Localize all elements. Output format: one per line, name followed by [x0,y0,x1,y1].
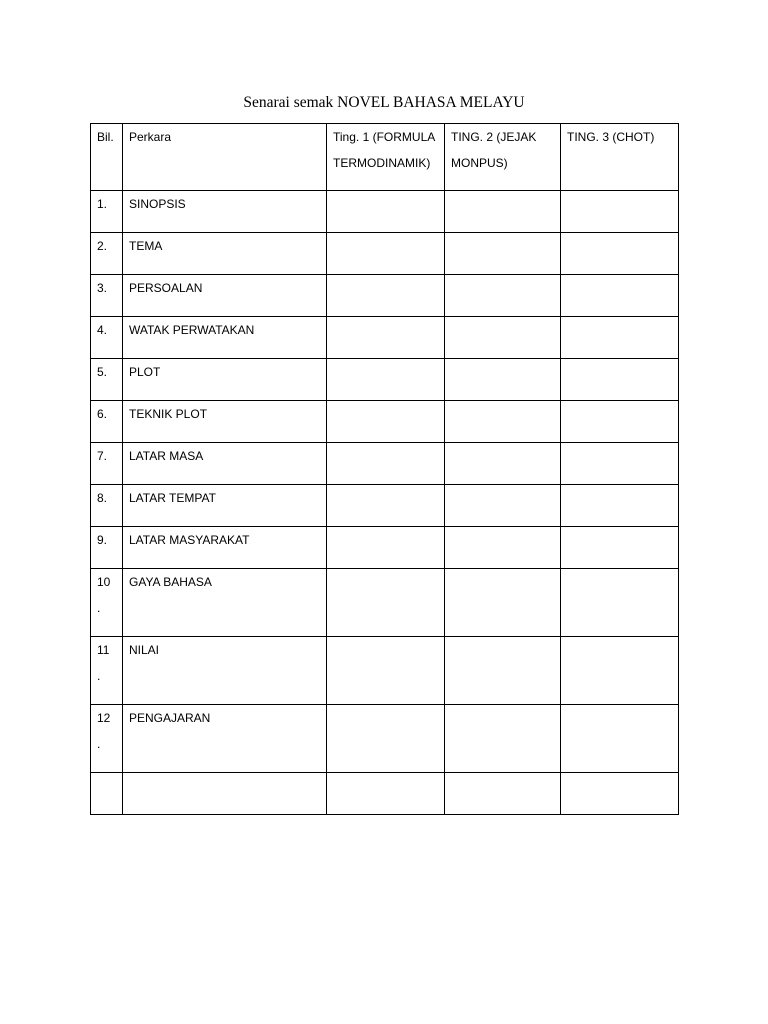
row-item: WATAK PERWATAKAN [123,317,327,359]
row-number [91,773,123,815]
table-row [91,637,679,705]
ting1-cell[interactable] [327,773,445,815]
table-row [91,401,679,443]
ting3-cell[interactable] [561,401,679,443]
row-item: PENGAJARAN [123,705,327,773]
ting3-cell[interactable] [561,527,679,569]
table-row [91,773,679,815]
ting3-cell[interactable] [561,773,679,815]
ting1-cell[interactable] [327,191,445,233]
table-row [91,443,679,485]
ting2-cell[interactable] [445,317,561,359]
header-ting3: TING. 3 (CHOT) [561,124,679,191]
document-title: Senarai semak NOVEL BAHASA MELAYU [243,94,525,111]
ting3-cell[interactable] [561,317,679,359]
ting1-cell[interactable] [327,401,445,443]
ting2-cell[interactable] [445,773,561,815]
ting1-cell[interactable] [327,359,445,401]
row-item: TEMA [123,233,327,275]
ting2-cell[interactable] [445,485,561,527]
ting1-cell[interactable] [327,569,445,637]
header-ting1: Ting. 1 (FORMULA TERMODINAMIK) [327,124,445,191]
ting1-cell[interactable] [327,443,445,485]
row-number: 11 . [91,637,123,705]
ting1-cell[interactable] [327,317,445,359]
table-row [91,317,679,359]
ting3-cell[interactable] [561,443,679,485]
table-row [91,705,679,773]
ting2-cell[interactable] [445,191,561,233]
ting2-cell[interactable] [445,527,561,569]
header-row [91,124,679,191]
row-item: TEKNIK PLOT [123,401,327,443]
ting1-cell[interactable] [327,233,445,275]
ting3-cell[interactable] [561,485,679,527]
row-number: 6. [91,401,123,443]
ting2-cell[interactable] [445,705,561,773]
row-item: LATAR MASYARAKAT [123,527,327,569]
row-number: 4. [91,317,123,359]
row-number: 3. [91,275,123,317]
ting2-cell[interactable] [445,569,561,637]
ting2-cell[interactable] [445,401,561,443]
table-row [91,275,679,317]
ting1-cell[interactable] [327,705,445,773]
table-row [91,569,679,637]
ting2-cell[interactable] [445,233,561,275]
row-item [123,773,327,815]
row-number: 1. [91,191,123,233]
row-number: 12 . [91,705,123,773]
header-perkara: Perkara [123,124,327,191]
ting1-cell[interactable] [327,485,445,527]
ting3-cell[interactable] [561,275,679,317]
table-row [91,359,679,401]
header-ting2: TING. 2 (JEJAK MONPUS) [445,124,561,191]
checklist-table [90,123,679,815]
table-row [91,485,679,527]
ting2-cell[interactable] [445,359,561,401]
row-item: LATAR TEMPAT [123,485,327,527]
ting1-cell[interactable] [327,275,445,317]
ting3-cell[interactable] [561,191,679,233]
row-number: 7. [91,443,123,485]
row-number: 8. [91,485,123,527]
ting1-cell[interactable] [327,527,445,569]
table-row [91,233,679,275]
row-item: LATAR MASA [123,443,327,485]
ting3-cell[interactable] [561,359,679,401]
row-number: 10 . [91,569,123,637]
ting3-cell[interactable] [561,569,679,637]
row-item: SINOPSIS [123,191,327,233]
ting1-cell[interactable] [327,637,445,705]
header-bil: Bil. [91,124,123,191]
row-number: 5. [91,359,123,401]
table-row [91,191,679,233]
row-number: 9. [91,527,123,569]
ting2-cell[interactable] [445,443,561,485]
ting3-cell[interactable] [561,705,679,773]
row-item: PLOT [123,359,327,401]
row-item: NILAI [123,637,327,705]
row-item: PERSOALAN [123,275,327,317]
row-number: 2. [91,233,123,275]
table-row [91,527,679,569]
ting2-cell[interactable] [445,275,561,317]
ting2-cell[interactable] [445,637,561,705]
row-item: GAYA BAHASA [123,569,327,637]
ting3-cell[interactable] [561,233,679,275]
ting3-cell[interactable] [561,637,679,705]
